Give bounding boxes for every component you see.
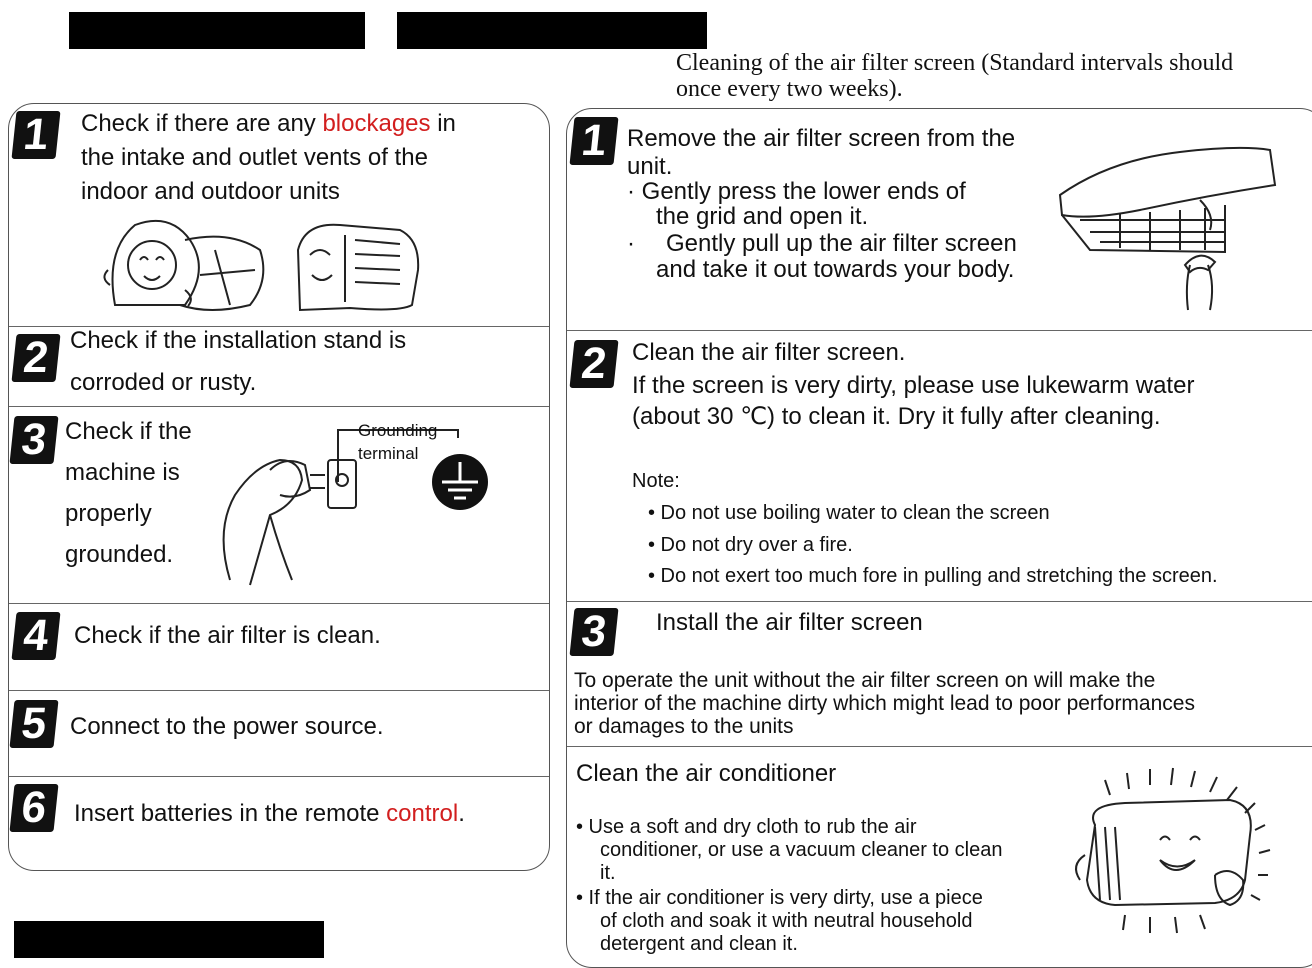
remove-bullet-2-line-2: and take it out towards your body. [656,256,1015,283]
step-number-badge: 3 [569,608,618,656]
step-number-badge: 5 [9,700,58,748]
clean-bullet-2-line-3: detergent and clean it. [600,933,798,955]
intro-line-2: once every two weeks). [676,76,903,102]
clean-bullet-1-line-2: conditioner, or use a vacuum cleaner to clean [600,839,1003,861]
text: Check if there are any [81,110,323,137]
remove-bullet-2-line-1: Gently pull up the air filter screen [666,230,1017,257]
grounding-callout-line-1: Grounding [358,421,438,440]
text: Insert batteries in the remote [74,800,387,827]
step-3-line-3: properly [65,500,152,527]
warning-line-1: To operate the unit without the air filter screen on will make the [574,669,1156,692]
text: in [430,110,456,137]
divider [9,776,549,777]
intro-line-1: Cleaning of the air filter screen (Standard intervals should [676,50,1234,76]
redacted-heading-right [397,12,707,49]
step-number-badge: 1 [569,117,618,165]
step-5-text: Connect to the power source. [70,713,384,740]
clean-filter-title: Clean the air filter screen. [632,339,906,366]
step-number-badge: 2 [11,334,60,382]
step-4-text: Check if the air filter is clean. [74,622,381,649]
clean-bullet-2-line-2: of cloth and soak it with neutral household [600,910,973,932]
step-number-badge: 1 [11,111,60,159]
step-1-line-3: indoor and outdoor units [81,178,340,205]
step-6-text [74,797,465,831]
text: . [458,800,465,827]
warning-line-3: or damages to the units [574,715,794,738]
note-item: • Do not use boiling water to clean the screen [648,502,1050,524]
divider [9,603,549,604]
filter-removal-illustration [1050,140,1290,315]
step-number-badge: 2 [569,340,618,388]
remove-bullet-1-line-1: · Gently press the lower ends of [627,178,966,205]
remove-step-line-2: unit. [627,153,673,180]
note-item: • Do not exert too much fore in pulling and stretching the screen. [648,565,1218,587]
clean-bullet-2-line-1: • If the air conditioner is very dirty, use a piece [576,887,983,909]
redacted-heading-left [69,12,365,49]
step-1-line-2: the intake and outlet vents of the [81,144,428,171]
step-number-badge: 6 [9,784,58,832]
happy-air-conditioner-illustration [1065,765,1280,940]
step-2-line-2: corroded or rusty. [70,369,257,396]
clean-filter-line-3: (about 30 ℃) to clean it. Dry it fully after cleaning. [632,403,1161,430]
step-number-badge: 4 [11,612,60,660]
highlight-text: control [386,800,459,827]
step-number-badge: 3 [9,416,58,464]
remove-step-line-1: Remove the air filter screen from the [627,125,1016,152]
clean-filter-line-2: If the screen is very dirty, please use lukewarm water [632,372,1195,399]
remove-bullet-2-marker: · [627,230,635,257]
step-3-line-2: machine is [65,459,180,486]
step-3-line-4: grounded. [65,541,174,568]
note-item: • Do not dry over a fire. [648,534,853,556]
warning-line-2: interior of the machine dirty which might lead to poor performances [574,692,1195,715]
clean-bullet-1-line-1: • Use a soft and dry cloth to rub the air [576,816,917,838]
divider [567,601,1312,602]
step-1-line-1 [81,107,456,141]
grounding-callout-line-2: terminal [358,444,419,463]
clean-ac-title: Clean the air conditioner [576,760,837,787]
note-label: Note: [632,470,680,492]
indoor-outdoor-units-illustration [100,210,430,320]
divider [9,690,549,691]
step-3-line-1: Check if the [65,418,192,445]
remove-bullet-1-line-2: the grid and open it. [656,203,869,230]
divider [567,330,1312,331]
divider [567,746,1312,747]
divider [9,406,549,407]
clean-bullet-1-line-3: it. [600,862,616,884]
step-2-line-1: Check if the installation stand is [70,327,407,354]
highlight-text: blockages [322,110,431,137]
install-filter-title: Install the air filter screen [656,609,923,636]
redacted-footer [14,921,324,958]
